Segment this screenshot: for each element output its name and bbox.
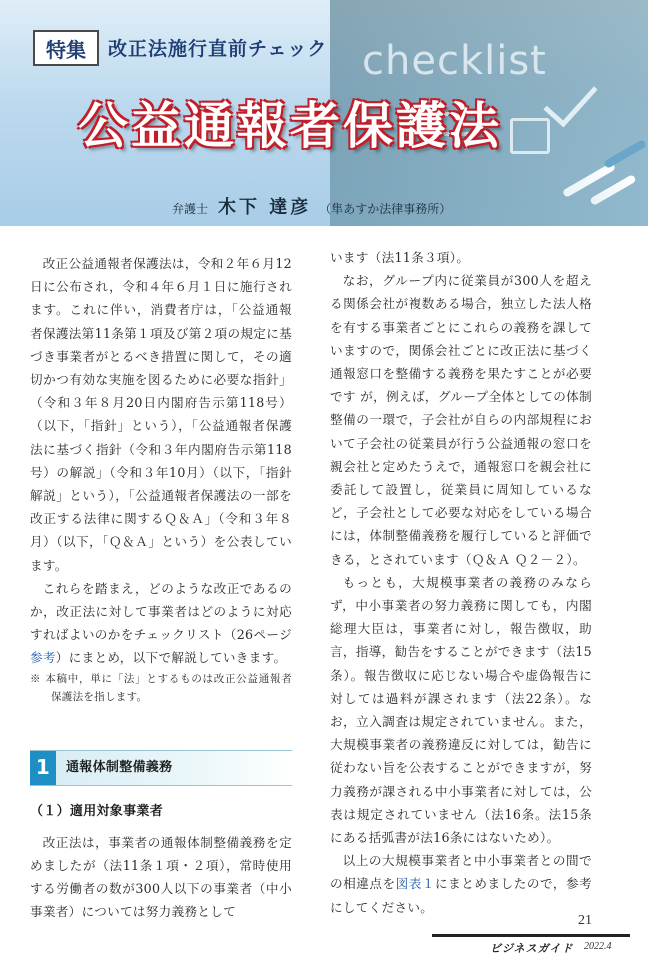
subsection-title: （１）適用対象事業者 (30, 803, 164, 819)
intro-paragraph: 改正公益通報者保護法は，令和２年６月12日に公布され，令和４年６月１日に施行されます。これに伴い，消費者庁は，「公益通報者保護法第11条第１項及び第２項の規定に基づき事業者がとるべき措置に関して，その適切かつ有効な実施を図るために必要な指針」（令和３年８月20日内閣府告示第118号）（以下，「指針」という），「公益通報者保護法に基づく指針（令和３年内閣府告示第118号）の解説」（令和３年10月）（以下，「指針解説」という），「公益通報者保護法の一部を改正する法律に関するＱ＆Ａ」（令和３年８月）（以下，「Ｑ＆Ａ」という）を公表しています。 (30, 256, 292, 573)
chalkboard-text: checklist (362, 38, 547, 84)
section-number: 1 (30, 751, 56, 785)
page-number: 21 (578, 913, 592, 928)
reference-link[interactable]: 参考 (30, 650, 56, 666)
issue-label: 2022.4 (584, 941, 612, 952)
magazine-logo: ビジネスガイド (490, 942, 574, 955)
checkbox-icon (510, 118, 550, 154)
author-role: 弁護士 (172, 202, 209, 216)
feature-subtitle: 改正法施行直前チェック (108, 38, 328, 60)
header-banner (0, 0, 648, 226)
article-title: 公益通報者保護法 (78, 97, 502, 155)
author-name: 木下 達彦 (218, 197, 312, 218)
left-column (30, 252, 292, 924)
summary-paragraph (330, 849, 592, 919)
sme-paragraph: もっとも，大規模事業者の義務のみならず，中小事業者の努力義務に関しても，内閣総理大臣は，事業者に対し，報告徴収，助言，指導，勧告をすることができます（法15条）。報告徴収に応じない場合や虚偽報告に対しては過料が課されます（法22条）。なお，立入調査は規定されていません。また，大規模事業者の義務違反に対しては，勧告に従わない旨を公表することができますが，努力義務が課される中小事業者に対しては，公表は規定されていません（法16条。法15条にある括弧書が法16条にはないため）。 (330, 574, 592, 846)
feature-tag: 特集 (33, 30, 99, 66)
overview-text: ）にまとめ，以下で解説していきます。 (55, 650, 287, 666)
author-line (172, 193, 451, 219)
section-heading (30, 750, 292, 786)
group-paragraph: なお，グループ内に従業員が300人を超える関係会社が複数ある場合，独立した法人格を有する事業者ごとにこれらの義務を課していますので，関係会社ごとに改正法に基づく通報窓口を整備する義務を果たすことが必要です が，例えば，グループ全体としての体制整備の一環で，子会社が自らの内部規程において子会社の従業員が行う公益通報の窓口を親会社と定めたうえで，通報窓口を親会社に委託して設置し，従業員に周知しているなど，子会社として必要な対応をしている場合には，体制整備義務を履行していると評価できる，とされています（Ｑ＆Ａ Ｑ２－２）。 (330, 273, 592, 567)
summary-text: にまとめましたので，参考にしてください。 (330, 876, 592, 915)
overview-paragraph (30, 577, 292, 670)
section-title: 通報体制整備義務 (66, 760, 173, 776)
section-paragraph: 改正法は，事業者の通報体制整備義務を定めましたが（法11条１項・２項），常時使用する労働者の数が300人以下の事業者（中小事業者）については努力義務として (30, 834, 292, 920)
continued-text: います（法11条３項）。 (330, 250, 470, 265)
footer-rule (432, 934, 630, 937)
right-column (330, 246, 592, 919)
author-affiliation: （隼あすか法律事務所） (319, 202, 452, 216)
figure-link[interactable]: 図表１ (395, 876, 435, 892)
summary-text: 以上の大規模事業者と中小事業者との間での相違点を (330, 853, 592, 892)
footnote: ※ 本稿中，単に「法」とするものは改正公益通報者保護法を指します。 (30, 672, 292, 703)
overview-text: これらを踏まえ，どのような改正であるのか，改正法に対して事業者はどのように対応すればよいのかをチェックリスト（26ページ (30, 580, 292, 643)
